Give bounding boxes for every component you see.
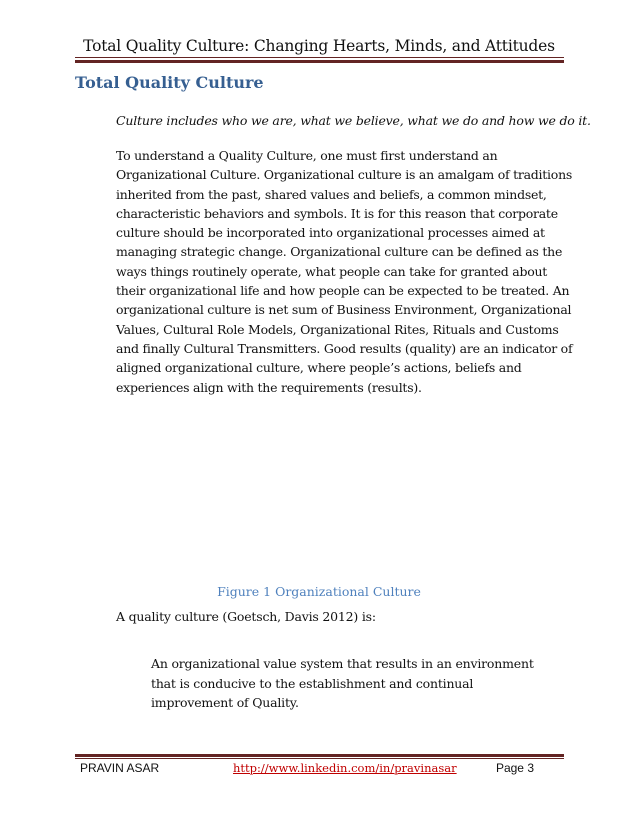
culture-quote: Culture includes who we are, what we believe, what we do and how we do it. — [116, 113, 591, 128]
section-heading: Total Quality Culture — [75, 73, 264, 92]
footer-author: PRAVIN ASAR — [80, 761, 160, 775]
footer-rule-thin — [75, 758, 564, 759]
body-paragraph: To understand a Quality Culture, one must first understand an Organizational Culture. Organizational culture is an amalgam of traditions inherited from the past, shared values and beliefs, a common mindset, characteristic behaviors and symbols. It is for this reason that corporate culture should be incorporated into organizational processes aimed at managing strategic change. Organizational culture can be defined as the ways things routinely operate, what people can take for granted about their organizational life and how people can be expected to be treated. An organizational culture is net sum of Business Environment, Organizational Values, Cultural Role Models, Organizational Rites, Rituals and Customs and finally Cultural Transmitters. Good results (quality) are an indicator of aligned organizational culture, where people’s actions, beliefs and experiences align with the requirements (results). — [116, 148, 573, 395]
footer-rule-thick — [75, 754, 564, 757]
header-rule-thick — [75, 60, 564, 63]
footer-linkedin-link[interactable]: http://www.linkedin.com/in/pravinasar — [233, 761, 457, 775]
footer-page-number: Page 3 — [495, 761, 534, 775]
quality-culture-definition: An organizational value system that results in an environment that is conducive to the establishment and continual improvement of Quality. — [151, 656, 534, 710]
quality-culture-intro: A quality culture (Goetsch, Davis 2012) is: — [116, 609, 376, 624]
header-rule-thin — [75, 57, 564, 58]
page-header-title: Total Quality Culture: Changing Hearts, Minds, and Attitudes — [83, 37, 555, 55]
figure-caption: Figure 1 Organizational Culture — [217, 584, 421, 599]
